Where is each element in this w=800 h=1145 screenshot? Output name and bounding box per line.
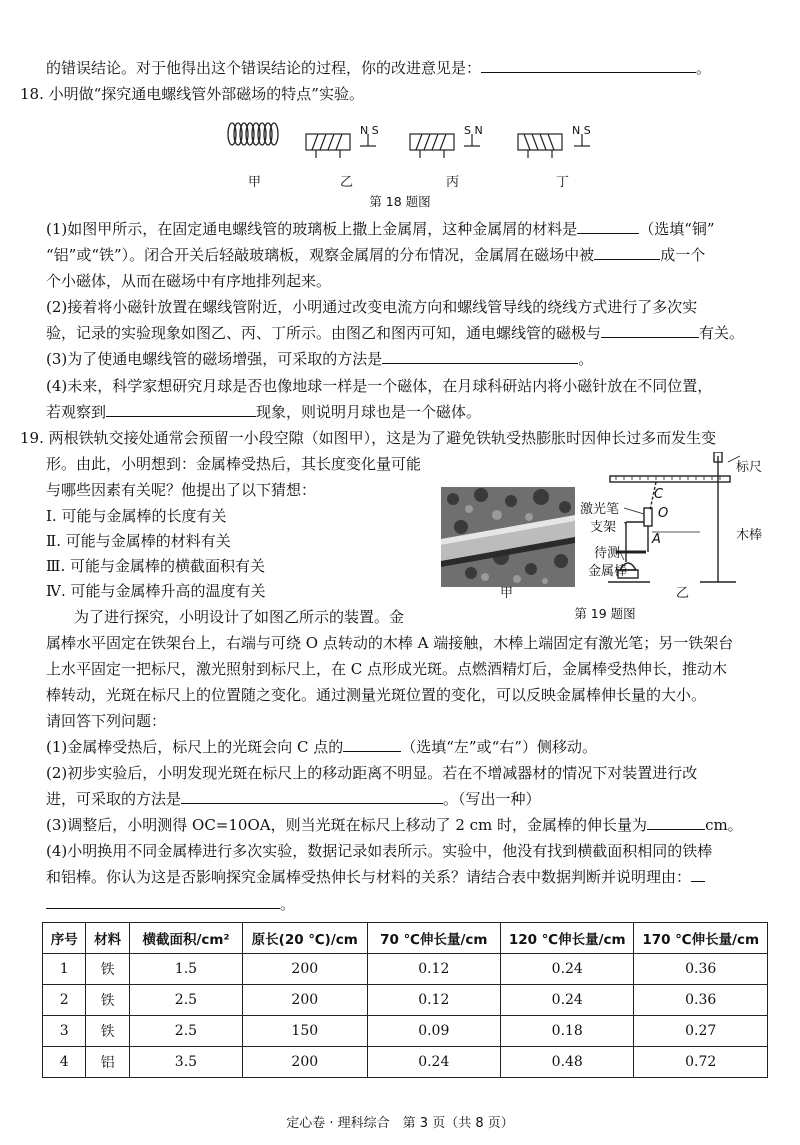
answer-blank[interactable] — [343, 737, 401, 752]
q18-p1-line1: (1)如图甲所示，在固定通电螺线管的玻璃板上撒上金属屑，这种金属屑的材料是 （选填“铜” — [46, 220, 715, 238]
table-header-row — [43, 923, 768, 954]
table-cell: 1 — [43, 954, 86, 985]
table-cell: 铁 — [86, 1016, 129, 1047]
needle-label-yi: N S — [360, 124, 379, 137]
q19-line3: 与哪些因素有关呢？他提出了以下猜想： — [46, 481, 317, 499]
col-header: 120 ℃伸长量/cm — [501, 923, 634, 954]
page-footer: 定心卷 · 理科综合 第 3 页（共 8 页） — [286, 1116, 514, 1131]
fig-label-device: 乙 — [676, 586, 690, 601]
needle-label-bing: S N — [464, 124, 483, 137]
table-cell: 0.09 — [367, 1016, 500, 1047]
table-cell: 2.5 — [129, 985, 242, 1016]
table-cell: 3.5 — [129, 1047, 242, 1078]
table-cell: 200 — [242, 954, 367, 985]
guess-4: Ⅳ. 可能与金属棒升高的温度有关 — [46, 582, 266, 600]
answer-blank[interactable] — [577, 219, 639, 234]
q19-line4: 为了进行探究，小明设计了如图乙所示的装置。金 — [74, 608, 405, 626]
label-laser: 激光笔 — [580, 502, 620, 517]
label-rod-2: 金属棒 — [588, 564, 628, 579]
answer-blank[interactable] — [481, 58, 696, 73]
label-ruler: 标尺 — [736, 460, 763, 475]
guess-2: Ⅱ. 可能与金属棒的材料有关 — [46, 532, 231, 550]
q18-p4-line1: (4)未来，科学家想研究月球是否也像地球一样是一个磁体，在月球科研站内将小磁针放在不同位置， — [46, 377, 713, 395]
col-header: 横截面积/cm² — [129, 923, 242, 954]
q19-line6: 上水平固定一把标尺，激光照射到标尺上，在 C 点形成光斑。点燃酒精灯后，金属棒受热伸长，推动木 — [46, 660, 728, 678]
q19-line8: 请回答下列问题： — [46, 712, 167, 730]
q19-a4-line1: (4)小明换用不同金属棒进行多次实验，数据记录如表所示。实验中，他没有找到横截面积相同的铁棒 — [46, 842, 713, 860]
table-cell: 0.72 — [634, 1047, 768, 1078]
label-stick: 木棒 — [736, 528, 763, 543]
answer-blank[interactable] — [382, 349, 578, 364]
col-header: 原长(20 ℃)/cm — [242, 923, 367, 954]
q19-line7: 棒转动，光斑在标尺上的位置随之变化。通过测量光斑位置的变化，可以反映金属棒伸长量的大小。 — [46, 686, 707, 704]
answer-blank[interactable] — [106, 402, 256, 417]
table-cell: 0.12 — [367, 985, 500, 1016]
label-point-o: O — [658, 506, 669, 521]
q19-a4-line2: 和铝棒。你认为这是否影响探究金属棒受热伸长与材料的关系？请结合表中数据判断并说明理由： — [46, 867, 705, 887]
table-cell: 0.48 — [501, 1047, 634, 1078]
q19-a2-line2: 进，可采取的方法是 。（写出一种） — [46, 790, 541, 808]
table-cell: 150 — [242, 1016, 367, 1047]
q19-a2-line1: (2)初步实验后，小明发现光斑在标尺上的移动距离不明显。若在不增减器材的情况下对装置进行改 — [46, 764, 698, 782]
label-rod-1: 待测 — [594, 546, 621, 561]
data-table — [42, 922, 768, 1078]
table-cell: 200 — [242, 985, 367, 1016]
answer-blank[interactable] — [691, 867, 705, 882]
q18-p1-line3: 个小磁体，从而在磁场中有序地排列起来。 — [46, 272, 332, 290]
q18-p2-line1: (2)接着将小磁针放置在螺线管附近，小明通过改变电流方向和螺线管导线的绕线方式进行了多次实 — [46, 298, 698, 316]
q18-title: 18. 小明做“探究通电螺线管外部磁场的特点”实验。 — [20, 85, 364, 103]
table-cell: 铝 — [86, 1047, 129, 1078]
q19-line1: 19. 两根铁轨交接处通常会预留一小段空隙（如图甲），这是为了避免铁轨受热膨胀时因伸长过多而发生变 — [20, 429, 717, 447]
top-line: 的错误结论。对于他得出这个错误结论的过程，你的改进意见是： 。 — [46, 59, 712, 77]
table-cell: 铁 — [86, 985, 129, 1016]
fig-label-bing: 丙 — [446, 175, 460, 190]
q19-a3: (3)调整后，小明测得 OC=10OA，则当光斑在标尺上移动了 2 cm 时，金属棒的伸长量为 cm。 — [46, 816, 743, 834]
fig-label-ding: 丁 — [556, 175, 570, 190]
table-cell: 0.24 — [501, 954, 634, 985]
col-header: 70 ℃伸长量/cm — [367, 923, 500, 954]
needle-label-ding: N S — [572, 124, 591, 137]
coil-jia — [228, 123, 278, 145]
table-cell: 0.27 — [634, 1016, 768, 1047]
table-row — [43, 1047, 768, 1078]
label-point-a: A — [652, 532, 661, 547]
table-cell: 1.5 — [129, 954, 242, 985]
answer-blank[interactable] — [601, 323, 699, 338]
fig-label-yi: 乙 — [340, 175, 354, 190]
q19-a1: (1)金属棒受热后，标尺上的光斑会向 C 点的 （选填“左”或“右”）侧移动。 — [46, 738, 597, 756]
label-stand: 支架 — [590, 520, 617, 535]
table-row — [43, 954, 768, 985]
table-row — [43, 1016, 768, 1047]
table-cell: 4 — [43, 1047, 86, 1078]
q18-figure — [220, 112, 620, 180]
fig-label-photo: 甲 — [500, 586, 514, 601]
solenoid-yi — [306, 134, 376, 158]
guess-1: Ⅰ. 可能与金属棒的长度有关 — [46, 507, 227, 525]
fig-label-jia: 甲 — [248, 175, 262, 190]
solenoid-ding — [518, 134, 590, 158]
table-cell: 0.36 — [634, 985, 768, 1016]
table-cell: 3 — [43, 1016, 86, 1047]
q18-p3: (3)为了使通电螺线管的磁场增强，可采取的方法是 。 — [46, 350, 594, 368]
answer-blank[interactable] — [647, 815, 705, 830]
col-header: 170 ℃伸长量/cm — [634, 923, 768, 954]
answer-blank[interactable] — [594, 245, 660, 260]
q19-line2: 形。由此，小明想到：金属棒受热后，其长度变化量可能 — [46, 455, 422, 473]
table-cell: 0.24 — [367, 1047, 500, 1078]
table-cell: 0.18 — [501, 1016, 634, 1047]
q18-p1-line2: “铝”或“铁”）。闭合开关后轻敲玻璃板，观察金属屑的分布情况，金属屑在磁场中被 成一个 — [46, 246, 706, 264]
q19-caption: 第 19 题图 — [574, 606, 636, 621]
solenoid-bing — [410, 134, 480, 158]
col-header: 材料 — [86, 923, 129, 954]
table-cell: 0.12 — [367, 954, 500, 985]
answer-blank[interactable] — [46, 894, 280, 909]
label-point-c: C — [654, 487, 664, 502]
table-cell: 0.36 — [634, 954, 768, 985]
q19-line5: 属棒水平固定在铁架台上，右端与可绕 O 点转动的木棒 A 端接触，木棒上端固定有激光笔；另一铁架台 — [46, 634, 734, 652]
table-cell: 200 — [242, 1047, 367, 1078]
table-cell: 铁 — [86, 954, 129, 985]
table-row — [43, 985, 768, 1016]
guess-3: Ⅲ. 可能与金属棒的横截面积有关 — [46, 557, 266, 575]
q18-caption: 第 18 题图 — [369, 194, 431, 209]
table-cell: 2 — [43, 985, 86, 1016]
col-header: 序号 — [43, 923, 86, 954]
answer-blank[interactable] — [181, 789, 443, 804]
q18-p4-line2: 若观察到 现象，则说明月球也是一个磁体。 — [46, 403, 482, 421]
table-cell: 0.24 — [501, 985, 634, 1016]
q18-p2-line2: 验，记录的实验现象如图乙、丙、丁所示。由图乙和图丙可知，通电螺线管的磁极与 有关。 — [46, 324, 745, 342]
rail-photo — [441, 487, 575, 587]
q19-a4-line3: 。 — [46, 894, 295, 914]
table-cell: 2.5 — [129, 1016, 242, 1047]
